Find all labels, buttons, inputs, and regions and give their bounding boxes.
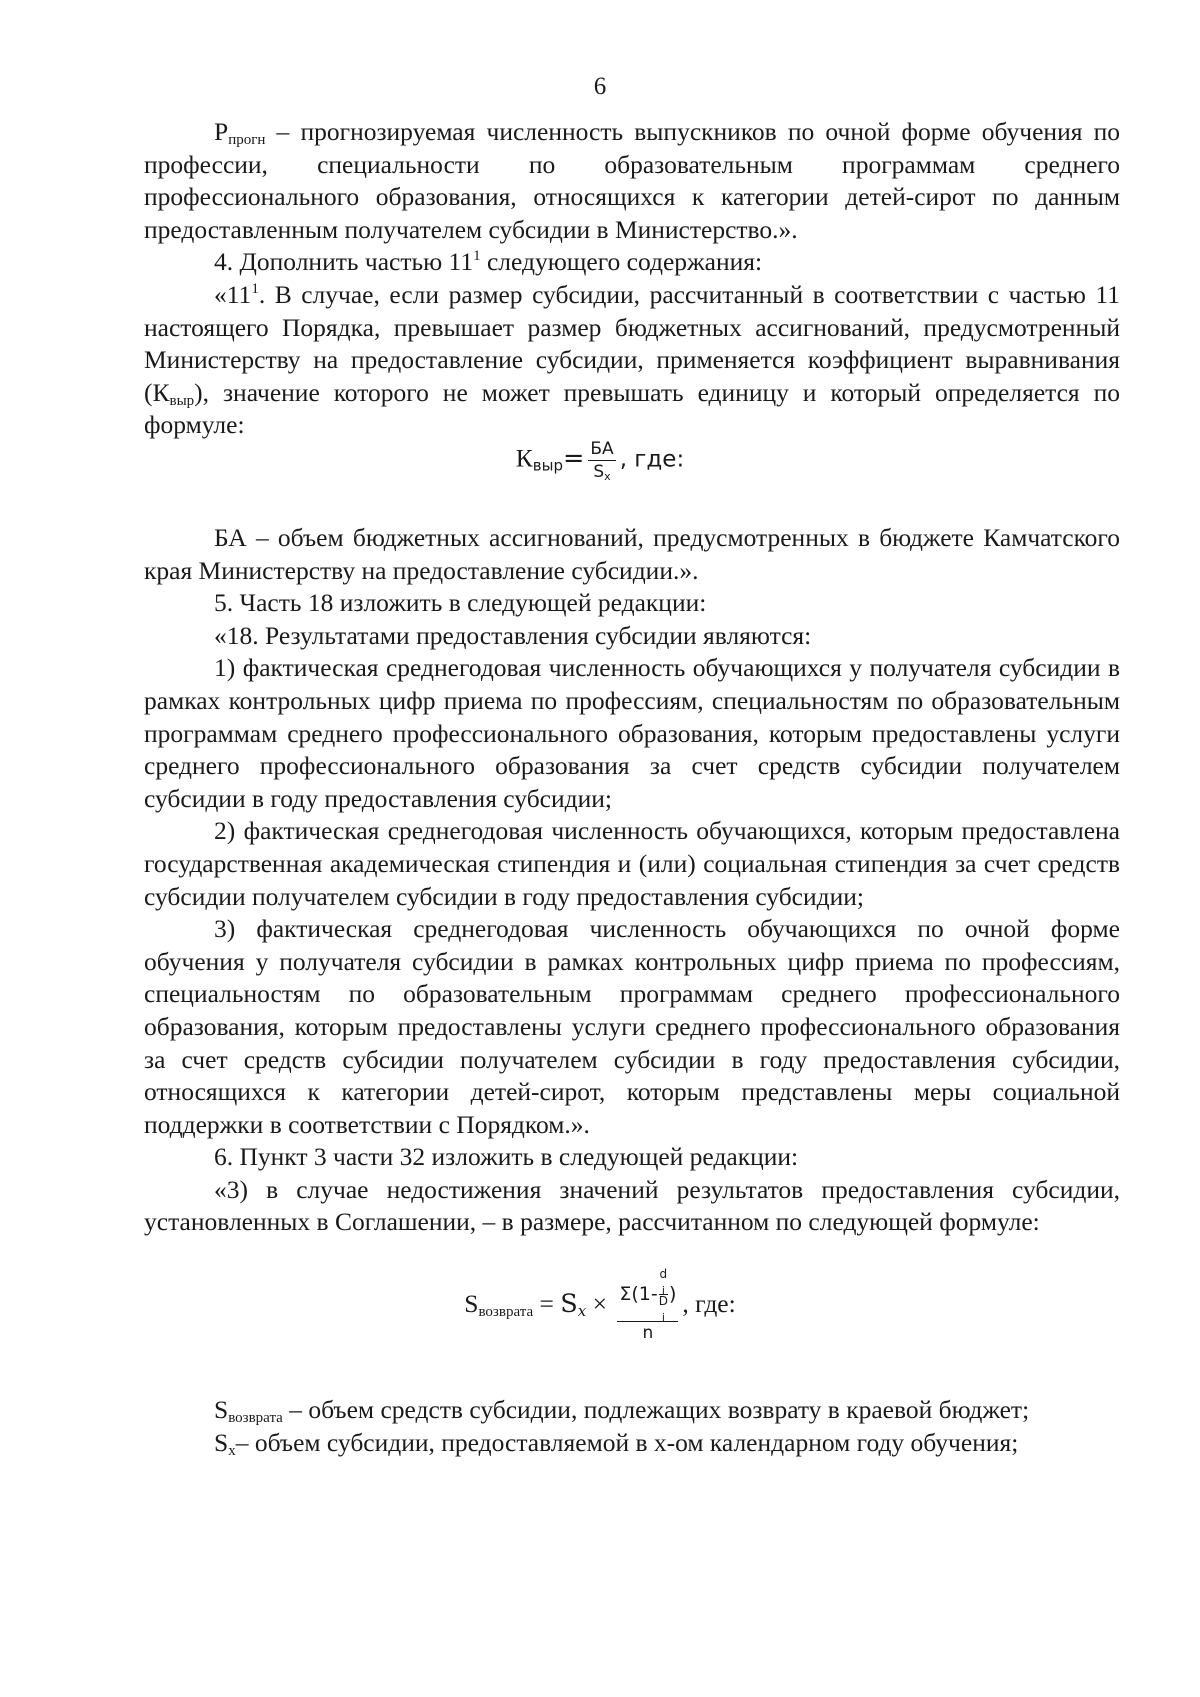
paragraph-text: – объем средств субсидии, подлежащих возврату в краевой бюджет; bbox=[282, 1395, 1030, 1424]
paragraph-ba-definition: БА – объем бюджетных ассигнований, предусмотренных в бюджете Камчатского края Министерству на предоставление субсидии.». bbox=[144, 523, 1120, 585]
formula-fraction bbox=[617, 1268, 678, 1344]
paragraph-result-2: 2) фактическая среднегодовая численность обучающихся, которым предоставлена государственная академическая стипендия и (или) социальная стипендия за счет средств субсидии получателем субсидии в году предоставления субсидии; bbox=[144, 816, 1120, 911]
inner-numerator-text: d bbox=[659, 1267, 668, 1281]
formula-sx bbox=[560, 1289, 586, 1319]
inner-denominator bbox=[658, 1294, 668, 1324]
variable-s: S bbox=[214, 1427, 229, 1457]
paragraph-text: следующего содержания: bbox=[480, 247, 763, 277]
formula-lhs-subscript: выр bbox=[532, 456, 564, 475]
text-block-2 bbox=[144, 522, 1120, 1239]
paragraph-part-11-1 bbox=[144, 279, 1120, 442]
paragraph-result-1: 1) фактическая среднегодовая численность обучающихся у получателя субсидии в рамках контрольных цифр приема по профессиям, специальностям по образовательным программам среднего профессионального образования, которым предоставлены услуги среднего профессионального образования за счет средств субсидии получателем субсидии в году предоставления субсидии; bbox=[144, 653, 1120, 813]
inner-denominator-text: D bbox=[658, 1294, 668, 1308]
paragraph-point-3: «3) в случае недостижения значений результатов предоставления субсидии, установленных в Соглашении, – в размере, рассчитанном по следующей формуле: bbox=[144, 1174, 1120, 1237]
variable-s-subscript: возврата bbox=[228, 1410, 283, 1426]
formula-s-vozvrata bbox=[0, 1268, 1200, 1344]
variable-s-subscript: x bbox=[228, 1442, 236, 1459]
formula-tail: , где: bbox=[682, 1288, 736, 1318]
paragraph-text: . В случае, если размер субсидии, рассчитанный в соответствии с частью 11 настоящего Порядка, превышает размер бюджетных ассигнований, предусмотренный Министерству на предоставление субсидии, применяется коэффициент выравнивания (К bbox=[144, 279, 1120, 407]
denominator-subscript: x bbox=[604, 470, 611, 483]
variable-s: S bbox=[214, 1395, 229, 1424]
denominator-text: S bbox=[593, 462, 605, 482]
formula-lhs-subscript: возврата bbox=[478, 1303, 534, 1320]
paragraph-part-18: «18. Результатами предоставления субсидии являются: bbox=[214, 620, 812, 650]
inner-fraction bbox=[658, 1267, 668, 1324]
paragraph-text: – прогнозируемая численность выпускников по очной форме обучения по профессии, специальности по образовательным программам среднего профессионального образования, относящихся к категории детей-сирот по данным предоставленным получателем субсидии в Министерство.». bbox=[144, 117, 1120, 244]
sx-letter: S bbox=[560, 1288, 578, 1319]
paragraph-item-4 bbox=[144, 246, 1120, 279]
variable-p-subscript: прогн bbox=[228, 132, 266, 148]
formula-tail: , где: bbox=[619, 446, 685, 473]
fraction-denominator: n bbox=[642, 1323, 654, 1343]
variable-p: Р bbox=[214, 117, 229, 146]
formula-k-vyr bbox=[0, 438, 1200, 483]
formula-times: × bbox=[586, 1288, 614, 1318]
paragraph-text: «11 bbox=[214, 279, 252, 309]
formula-equals: = bbox=[533, 1288, 561, 1318]
numerator-close: ) bbox=[668, 1283, 677, 1305]
superscript: 1 bbox=[473, 248, 481, 265]
formula-fraction bbox=[588, 438, 615, 483]
paragraph-item-6: 6. Пункт 3 части 32 изложить в следующей редакции: bbox=[214, 1142, 799, 1172]
text-block-1 bbox=[144, 116, 1120, 442]
fraction-numerator bbox=[617, 1268, 678, 1322]
paragraph-text: 4. Дополнить частью 11 bbox=[214, 247, 474, 277]
paragraph-sx-definition bbox=[144, 1427, 1120, 1460]
paragraph-p-progn-definition bbox=[144, 116, 1120, 246]
inner-numerator-subscript: i bbox=[661, 1284, 665, 1297]
paragraph-item-5: 5. Часть 18 изложить в следующей редакции: bbox=[214, 588, 707, 618]
numerator-sum: Σ(1- bbox=[619, 1283, 658, 1305]
paragraph-result-3: 3) фактическая среднегодовая численность обучающихся по очной форме обучения у получателя субсидии в рамках контрольных цифр приема по профессиям, специальностям по образовательным программам среднего профессионального образования, которым предоставлены услуги среднего профессионального образования за счет средств субсидии получателем субсидии в году предоставления субсидии, относящихся к категории детей-сирот, которым представлены меры социальной поддержки в соответствии с Порядком.». bbox=[144, 914, 1120, 1139]
formula-lhs: К bbox=[515, 443, 533, 473]
paragraph-text: – объем субсидии, предоставляемой в х-ом календарном году обучения; bbox=[235, 1427, 1019, 1457]
superscript: 1 bbox=[251, 280, 259, 297]
sx-subscript: x bbox=[577, 1301, 587, 1320]
fraction-numerator: БА bbox=[590, 439, 614, 459]
formula-equals: = bbox=[563, 443, 585, 474]
fraction-denominator bbox=[588, 461, 615, 483]
text-block-3 bbox=[144, 1394, 1120, 1459]
subscript: выр bbox=[169, 392, 195, 409]
inner-denominator-subscript: i bbox=[661, 1311, 665, 1324]
paragraph-text: ), значение которого не может превышать единицу и который определяется по формуле: bbox=[144, 377, 1120, 440]
inner-numerator bbox=[659, 1268, 668, 1295]
page-number: 6 bbox=[593, 73, 607, 100]
paragraph-s-vozvrata-definition bbox=[144, 1394, 1120, 1427]
formula-lhs: S bbox=[464, 1288, 479, 1318]
